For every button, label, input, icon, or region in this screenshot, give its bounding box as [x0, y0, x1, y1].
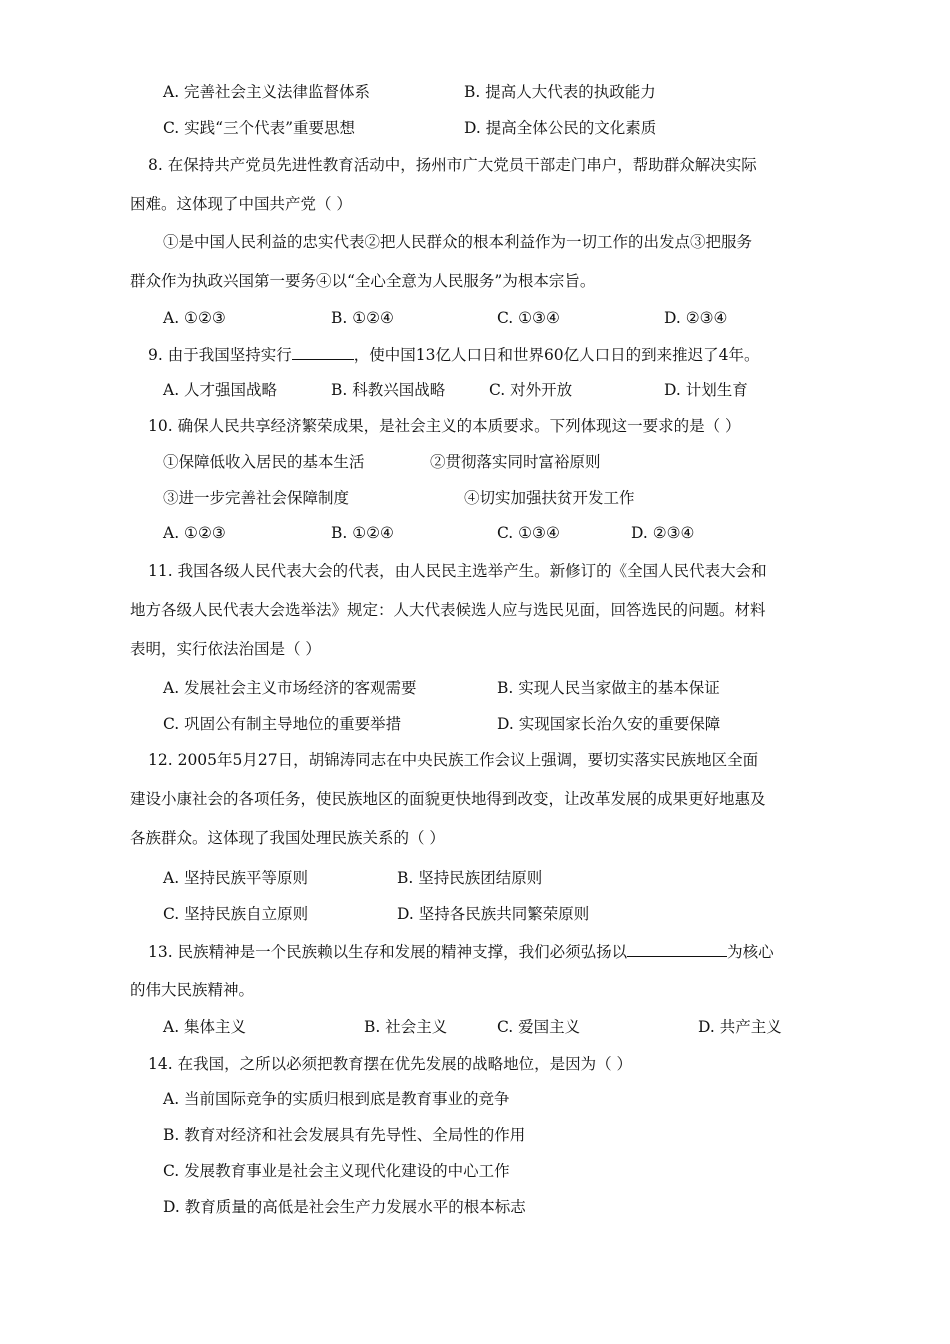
- q8-option-a: A. ①②③: [163, 309, 226, 327]
- q10-statement-3: ③进一步完善社会保障制度: [163, 489, 350, 507]
- q8-option-b: B. ①②④: [331, 309, 394, 327]
- q11-stem-line1: 11. 我国各级人民代表大会的代表，由人民民主选举产生。新修订的《全国人民代表大会和: [148, 562, 767, 580]
- q8-option-d: D. ②③④: [664, 309, 728, 327]
- q11-option-a: A. 发展社会主义市场经济的客观需要: [163, 679, 417, 697]
- q7-option-d: D. 提高全体公民的文化素质: [464, 119, 657, 137]
- q12-stem-line2: 建设小康社会的各项任务，使民族地区的面貌更快地得到改变，让改革发展的成果更好地惠及: [130, 790, 766, 808]
- q12-stem-line3: 各族群众。这体现了我国处理民族关系的（ ）: [130, 829, 445, 847]
- q13-stem-line2: 的伟大民族精神。: [130, 981, 255, 999]
- q7-option-b: B. 提高人大代表的执政能力: [464, 83, 656, 101]
- q10-option-b: B. ①②④: [331, 524, 394, 542]
- q10-statement-2: ②贯彻落实同时富裕原则: [430, 453, 601, 471]
- q10-statement-4: ④切实加强扶贫开发工作: [464, 489, 635, 507]
- q13-option-a: A. 集体主义: [163, 1018, 247, 1036]
- q11-stem-line2: 地方各级人民代表大会选举法》规定：人大代表候选人应与选民见面，回答选民的问题。材料: [130, 601, 766, 619]
- q10-statement-1: ①保障低收入居民的基本生活: [163, 453, 365, 471]
- q10-option-d: D. ②③④: [631, 524, 695, 542]
- q14-option-d: D. 教育质量的高低是社会生产力发展水平的根本标志: [163, 1198, 526, 1216]
- q10-option-c: C. ①③④: [497, 524, 560, 542]
- q12-option-c: C. 坚持民族自立原则: [163, 905, 309, 923]
- q8-statements-line2: 群众作为执政兴国第一要务④以“全心全意为人民服务”为根本宗旨。: [130, 272, 596, 290]
- q9-option-c: C. 对外开放: [489, 381, 573, 399]
- q10-option-a: A. ①②③: [163, 524, 226, 542]
- q12-option-d: D. 坚持各民族共同繁荣原则: [397, 905, 590, 923]
- q9-stem-post: ，使中国13亿人口日和世界60亿人口日的到来推迟了4年。: [353, 346, 760, 364]
- q12-stem-line1: 12. 2005年5月27日，胡锦涛同志在中央民族工作会议上强调，要切实落实民族地区全面: [148, 751, 759, 769]
- q7-option-a: A. 完善社会主义法律监督体系: [163, 83, 371, 101]
- q10-stem: 10. 确保人民共享经济繁荣成果，是社会主义的本质要求。下列体现这一要求的是（ ）: [148, 417, 741, 435]
- q9-stem: [148, 345, 760, 365]
- q9-stem-pre: 9. 由于我国坚持实行: [148, 346, 292, 364]
- q9-option-a: A. 人才强国战略: [163, 381, 278, 399]
- q8-option-c: C. ①③④: [497, 309, 560, 327]
- q9-option-b: B. 科教兴国战略: [331, 381, 446, 399]
- q11-option-b: B. 实现人民当家做主的基本保证: [497, 679, 720, 697]
- q14-stem: 14. 在我国，之所以必须把教育摆在优先发展的战略地位，是因为（ ）: [148, 1055, 633, 1073]
- q13-option-b: B. 社会主义: [364, 1018, 448, 1036]
- q12-option-a: A. 坚持民族平等原则: [163, 869, 309, 887]
- q13-answer-blank: [627, 942, 727, 957]
- q13-option-c: C. 爱国主义: [497, 1018, 581, 1036]
- q8-statements-line1: ①是中国人民利益的忠实代表②把人民群众的根本利益作为一切工作的出发点③把服务: [163, 233, 753, 251]
- q7-option-c: C. 实践“三个代表”重要思想: [163, 119, 356, 137]
- q14-option-b: B. 教育对经济和社会发展具有先导性、全局性的作用: [163, 1126, 526, 1144]
- q8-stem-line1: 8. 在保持共产党员先进性教育活动中，扬州市广大党员干部走门串户，帮助群众解决实际: [148, 156, 757, 174]
- q12-option-b: B. 坚持民族团结原则: [397, 869, 543, 887]
- q11-option-c: C. 巩固公有制主导地位的重要举措: [163, 715, 402, 733]
- q14-option-c: C. 发展教育事业是社会主义现代化建设的中心工作: [163, 1162, 510, 1180]
- q14-option-a: A. 当前国际竞争的实质归根到底是教育事业的竞争: [163, 1090, 510, 1108]
- q13-option-d: D. 共产主义: [698, 1018, 782, 1036]
- q13-stem-line1: [148, 942, 774, 962]
- q11-option-d: D. 实现国家长治久安的重要保障: [497, 715, 721, 733]
- q9-answer-blank: [292, 345, 354, 360]
- q13-stem-post: 为核心: [727, 943, 774, 961]
- q13-stem-pre: 13. 民族精神是一个民族赖以生存和发展的精神支撑，我们必须弘扬以: [148, 943, 628, 961]
- q9-option-d: D. 计划生育: [664, 381, 748, 399]
- q11-stem-line3: 表明，实行依法治国是（ ）: [130, 640, 321, 658]
- q8-stem-line2: 困难。这体现了中国共产党（ ）: [130, 195, 352, 213]
